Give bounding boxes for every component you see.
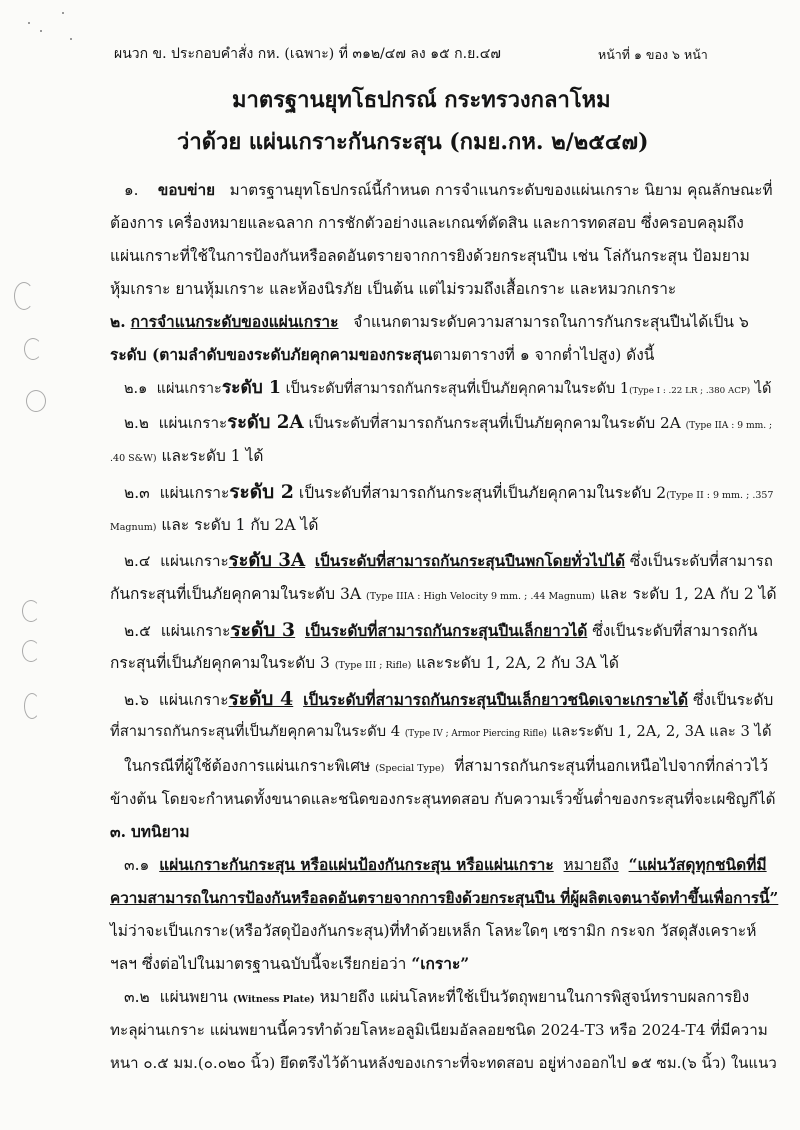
text: กันกระสุนที่เป็นภัยคุกคามในระดับ 3A — [110, 585, 362, 603]
text: ในกรณีที่ผู้ใช้ต้องการแผ่นเกราะพิเศษ — [124, 757, 371, 775]
title-line-1: มาตรฐานยุทโธปกรณ์ กระทรวงกลาโหม — [232, 87, 611, 113]
text: ที่สามารถกันกระสุนที่นอกเหนือไปจากที่กล่าวไว้ — [454, 757, 769, 775]
type-spec: (Special Type) — [375, 763, 445, 774]
binder-hole — [14, 282, 34, 310]
text: แผ่นเกราะ — [158, 414, 228, 432]
item-number: ๒.๔ — [124, 552, 151, 570]
item-number: ๒.๖ — [124, 691, 149, 709]
text: และระดับ 1, 2A, 2, 3A และ 3 ได้ — [551, 723, 772, 740]
type-spec: (Type II : 9 mm. ; .357 — [666, 490, 774, 501]
text: ตามตารางที่ ๑ จากต่ำไปสูง) ดังนี้ — [432, 346, 655, 364]
item-2-3 — [124, 482, 773, 506]
section-number: ๒. — [110, 312, 126, 331]
item-2-2 — [124, 413, 772, 436]
text: ซึ่งเป็นระดับ — [692, 691, 774, 709]
item-number: ๓.๑ — [124, 856, 150, 874]
definition-3-1-line-4 — [110, 954, 469, 974]
item-number: ๒.๕ — [124, 622, 151, 640]
item-2-2-cont — [110, 446, 263, 469]
definition-3-2-line-1 — [124, 987, 749, 1010]
item-2-4-cont — [110, 584, 777, 607]
item-2-1 — [124, 378, 771, 401]
text: ที่สามารถกันกระสุนที่เป็นภัยคุกคามในระดับ 4 — [110, 723, 401, 740]
text: หมายถึง — [563, 856, 619, 874]
scan-mark — [40, 30, 42, 32]
binder-hole — [26, 390, 46, 412]
binder-hole — [22, 600, 40, 622]
text: เป็นระดับที่สามารถกันกระสุนที่เป็นภัยคุกคามในระดับ 2 — [298, 484, 667, 502]
page-number: หน้าที่ ๑ ของ ๖ หน้า — [598, 47, 708, 62]
definition-3-1-line-2: ความสามารถในการป้องกันหรือลดอันตรายจากการยิงด้วยกระสุนปืน ที่ผู้ผลิตเจตนาจัดทำขึ้นเพื่อการนี้” — [110, 889, 779, 907]
type-spec: (Type IIA : 9 mm. ; — [685, 421, 773, 431]
section-heading: ขอบข่าย — [157, 181, 216, 199]
item-number: ๒.๓ — [124, 484, 150, 502]
type-spec: (Type IIIA : High Velocity 9 mm. ; .44 Magnum) — [366, 591, 595, 602]
binder-hole — [24, 338, 42, 360]
text: มาตรฐานยุทโธปกรณ์นี้กำหนด การจำแนกระดับของแผ่นเกราะ นิยาม คุณลักษณะที่ — [229, 181, 773, 199]
text: แผ่นพยาน — [159, 988, 228, 1006]
item-number: ๓.๒ — [124, 988, 150, 1006]
title-line-2: ว่าด้วย แผ่นเกราะกันกระสุน (กมย.กห. ๒/๒๕๔๗) — [177, 129, 649, 155]
text: ฯลฯ ซึ่งต่อไปในมาตรฐานฉบับนี้จะเรียกย่อว่า — [110, 955, 407, 973]
text: แผ่นเกราะ — [158, 691, 229, 709]
scan-mark — [28, 22, 30, 24]
type-spec: .40 S&W) — [110, 453, 157, 464]
definition-text: “แผ่นวัสดุทุกชนิดที่มี — [628, 855, 767, 874]
level-label: ระดับ 4 — [228, 688, 294, 710]
item-2-6-cont — [110, 722, 772, 744]
emphasis-text: เป็นระดับที่สามารถกันกระสุนปืนเล็กยาวได้ — [304, 621, 588, 640]
section-2-line-2 — [110, 345, 654, 365]
type-spec: (Type IV ; Armor Piercing Rifle) — [404, 729, 548, 739]
item-2-6 — [124, 689, 773, 710]
item-2-5 — [124, 620, 758, 641]
special-type-line-1 — [124, 756, 768, 779]
level-label: ระดับ 3A — [228, 550, 306, 571]
scan-mark — [62, 12, 64, 14]
definition-3-2-line-2: ทะลุผ่านเกราะ แผ่นพยานนี้ควรทำด้วยโลหะอลูมิเนียมอัลลอยชนิด 2024-T3 หรือ 2024-T4 ที่มีความ — [110, 1021, 768, 1039]
scan-mark — [70, 38, 72, 40]
text: ได้ — [754, 381, 772, 397]
type-spec: (Type III ; Rifle) — [334, 660, 412, 671]
defined-term: แผ่นเกราะกันกระสุน หรือแผ่นป้องกันกระสุน หรือแผ่นเกราะ — [159, 855, 554, 874]
section-1-line-2: ต้องการ เครื่องหมายและฉลาก การชักตัวอย่างและเกณฑ์ตัดสิน และการทดสอบ ซึ่งครอบคลุมถึง — [110, 214, 744, 232]
level-label: ระดับ 2 — [229, 481, 294, 503]
definition-3-1-line-3: ไม่ว่าจะเป็นเกราะ(หรือวัสดุป้องกันกระสุน)ที่ทำด้วยเหล็ก โลหะใดๆ เซรามิก กระจก วัสดุสังเคราะห์ — [110, 922, 757, 940]
text: แผ่นเกราะ — [156, 381, 222, 397]
emphasis-text: เป็นระดับที่สามารถกันกระสุนปืนเล็กยาวชนิดเจาะเกราะได้ — [303, 690, 689, 709]
text: และระดับ 1, 2A, 2 กับ 3A ได้ — [416, 654, 619, 672]
text: เป็นระดับที่สามารถกันกระสุนที่เป็นภัยคุกคามในระดับ 1 — [285, 381, 630, 397]
document-reference: ผนวก ข. ประกอบคำสั่ง กห. (เฉพาะ) ที่ ๓๑๒/๔๗ ลง ๑๕ ก.ย.๔๗ — [114, 46, 501, 62]
type-spec: Magnum) — [110, 522, 157, 533]
text: หมายถึง แผ่นโลหะที่ใช้เป็นวัตถุพยานในการพิสูจน์ทราบผลการยิง — [319, 988, 750, 1006]
item-number: ๒.๒ — [124, 414, 149, 432]
item-2-4 — [124, 551, 773, 571]
special-type-line-2: ข้างต้น โดยจะกำหนดทั้งขนาดและชนิดของกระสุนทดสอบ กับความเร็วขั้นต่ำของกระสุนที่จะเผชิญกีได้ — [110, 790, 776, 808]
text: และ ระดับ 1 กับ 2A ได้ — [161, 516, 319, 534]
section-3-heading — [110, 822, 190, 842]
section-heading: การจำแนกระดับของแผ่นเกราะ — [130, 312, 339, 331]
level-label: ระดับ 3 — [230, 619, 296, 641]
item-2-3-cont — [110, 515, 318, 538]
item-number: ๒.๑ — [124, 381, 148, 397]
text: และ ระดับ 1, 2A กับ 2 ได้ — [599, 585, 777, 603]
text: ซึ่งเป็นระดับที่สามารถกัน — [592, 622, 758, 640]
section-2-line-1 — [110, 312, 749, 332]
text-bold: “เกราะ” — [411, 954, 470, 973]
definition-3-2-line-3: หนา ๐.๕ มม.(๐.๐๒๐ นิ้ว) ยึดตรึงไว้ด้านหลังของเกราะที่จะทดสอบ อยู่ห่างออกไป ๑๕ ซม.(๖ นิ้ว) ในแนว — [110, 1054, 777, 1072]
section-1-line-4: หุ้มเกราะ ยานหุ้มเกราะ และห้องนิรภัย เป็นต้น แต่ไม่รวมถึงเสื้อเกราะ และหมวกเกราะ — [110, 280, 677, 298]
text: ซึ่งเป็นระดับที่สามารถ — [629, 552, 773, 570]
item-2-5-cont — [110, 653, 619, 676]
binder-hole — [22, 640, 40, 662]
text: แผ่นเกราะ — [160, 622, 231, 640]
text: แผ่นเกราะ — [160, 552, 229, 570]
text: เป็นระดับที่สามารถกันกระสุนที่เป็นภัยคุกคามในระดับ 2A — [308, 414, 681, 432]
type-spec: (Type I : .22 LR ; .380 ACP) — [629, 386, 751, 396]
section-number: ๑. — [124, 181, 139, 199]
text: กระสุนที่เป็นภัยคุกคามในระดับ 3 — [110, 654, 330, 672]
definition-3-1-line-1 — [124, 855, 767, 875]
section-1-line-3: แผ่นเกราะที่ใช้ในการป้องกันหรือลดอันตรายจากการยิงด้วยกระสุนปืน เช่น โล่กันกระสุน ป้อมยาม — [110, 247, 750, 265]
section-1-line-1 — [124, 180, 773, 200]
text: จำแนกตามระดับความสามารถในการกันกระสุนปืนได้เป็น ๖ — [353, 313, 749, 331]
level-label: ระดับ 2A — [227, 412, 304, 433]
type-spec: (Witness Plate) — [232, 994, 315, 1005]
text: และระดับ 1 ได้ — [161, 447, 264, 465]
level-label: ระดับ 1 — [221, 378, 281, 398]
text-bold: ระดับ (ตามลำดับของระดับภัยคุกคามของกระสุน — [110, 345, 433, 364]
text: แผ่นเกราะ — [159, 484, 230, 502]
emphasis-text: เป็นระดับที่สามารถกันกระสุนปืนพกโดยทั่วไปได้ — [314, 552, 626, 570]
section-heading: บทนิยาม — [130, 822, 190, 841]
binder-hole — [24, 693, 40, 719]
section-number: ๓. — [110, 822, 126, 841]
